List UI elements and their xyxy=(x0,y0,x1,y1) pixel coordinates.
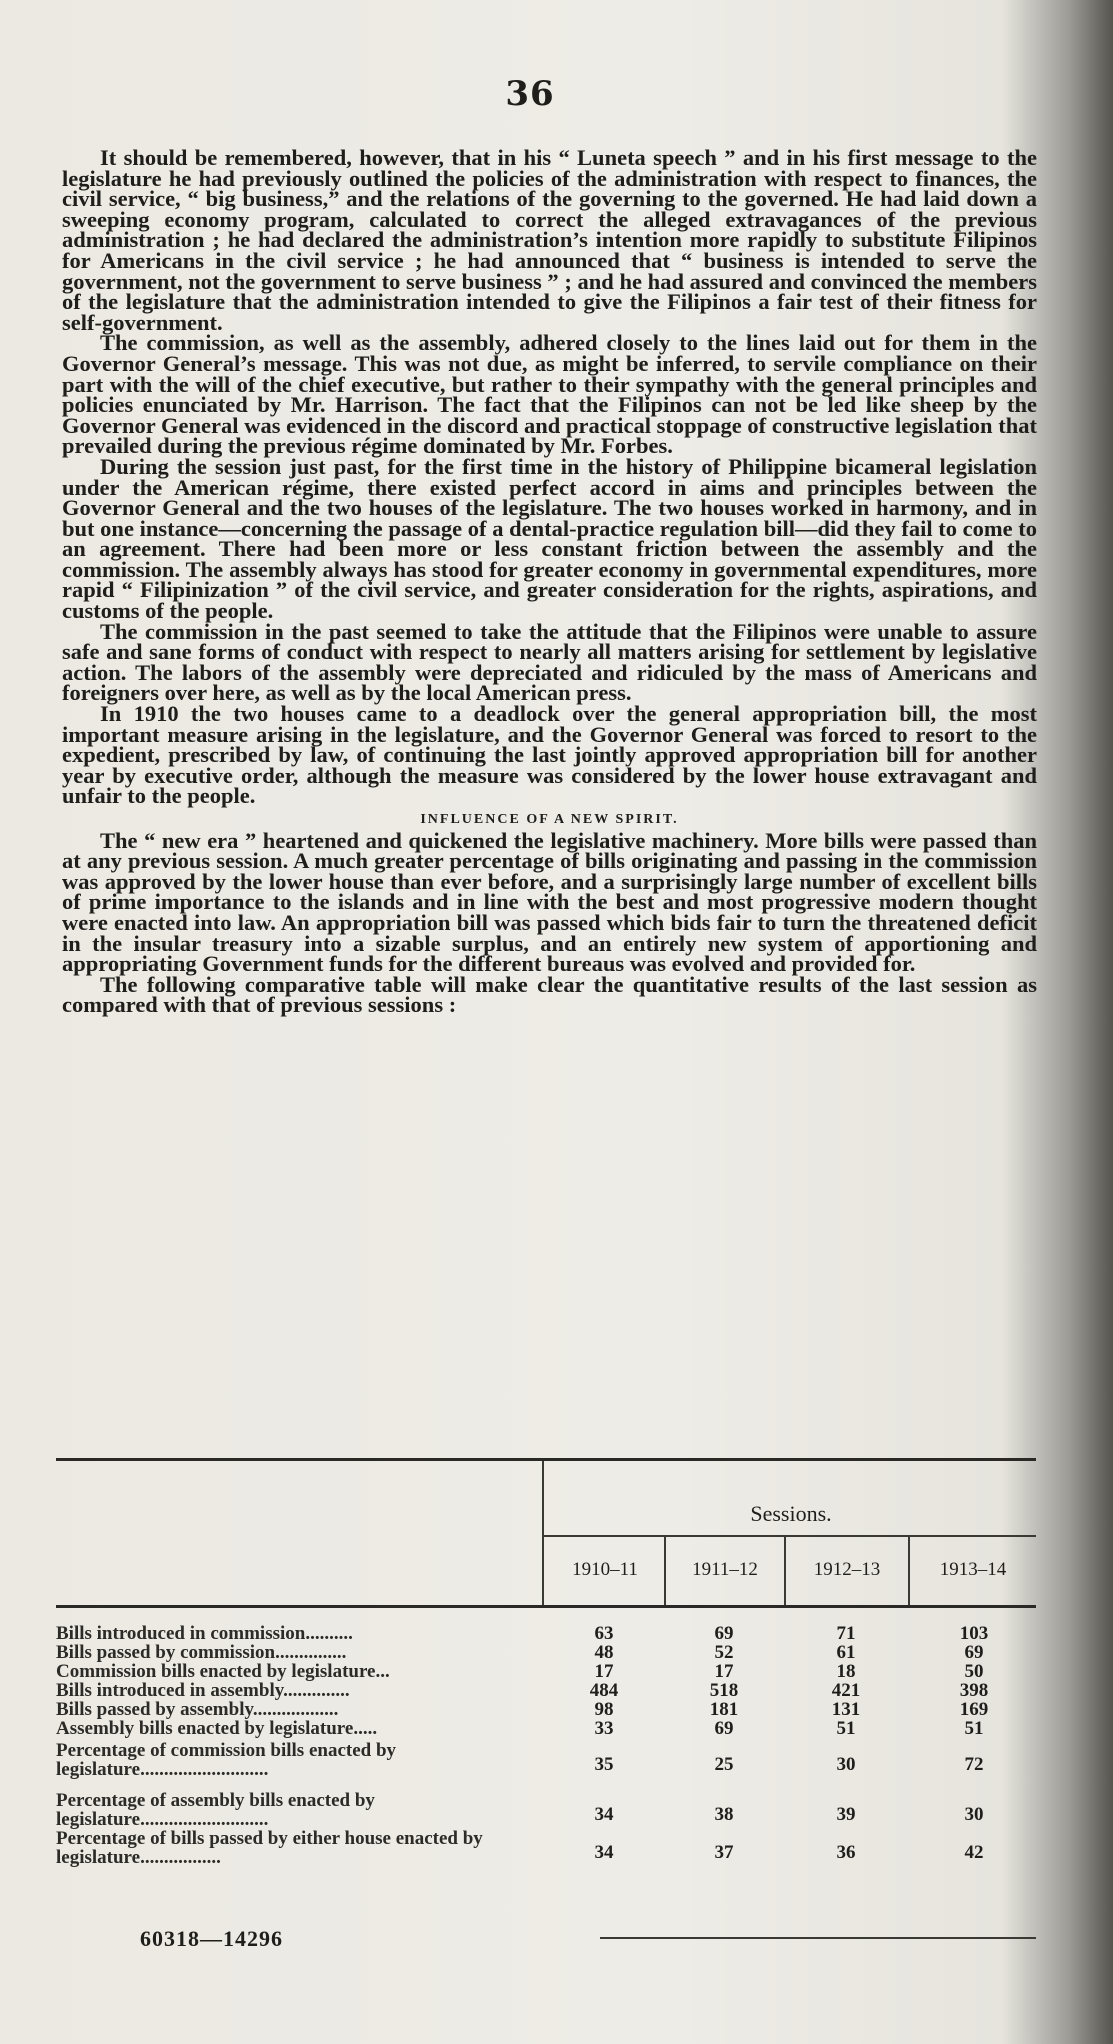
table-cell: 17 xyxy=(714,1661,734,1682)
table-cell: 61 xyxy=(836,1642,856,1663)
paragraph: During the session just past, for the first time in the history of Philippine bicameral legislation under the American régime, there existed perfect accord in aims and principles between the Governor General and the two houses of the legislature. The two houses worked in harmony, and in but one instance—concerning the passage of a dental-practice regulation bill—did they fail to come to an agreement. There had been more or less constant friction between the assembly and the commission. The assembly always has stood for greater economy in governmental expenditures, more rapid “ Filipinization ” of the civil service, and greater consideration for the rights, aspirations, and customs of the people. xyxy=(62,453,1037,624)
table-cell: 38 xyxy=(714,1804,734,1825)
table-cell: 37 xyxy=(714,1842,734,1863)
table-cell: 71 xyxy=(836,1623,856,1644)
row-label: Bills passed by commission............... xyxy=(56,1642,347,1663)
sessions-rule xyxy=(544,1535,1036,1537)
table-cell: 35 xyxy=(594,1754,614,1775)
table-cell: 131 xyxy=(831,1699,861,1720)
table-cell: 50 xyxy=(964,1661,984,1682)
paragraph: The “ new era ” heartened and quickened the legislative machinery. More bills were passed than at any previous session. A much greater percentage of bills originating and passing in the commission was approved by the lower house than ever before, and a surprisingly large number of excellent bills of prime importance to the islands and in line with the best and most progressive modern thought were enacted into law. An appropriation bill was passed which bids fair to turn the threatened deficit in the insular treasury into a sizable surplus, and an entirely new system of apportioning and appropriating Government funds for the different bureaus was evolved and provided for. xyxy=(62,827,1037,977)
table-row xyxy=(56,1662,1036,1681)
row-label: Percentage of bills passed by either house enacted by legislature................. xyxy=(56,1828,483,1868)
table-cell: 63 xyxy=(594,1623,614,1644)
table-row xyxy=(56,1829,1036,1869)
table-cell: 51 xyxy=(836,1718,856,1739)
section-heading: INFLUENCE OF A NEW SPIRIT. xyxy=(420,812,679,827)
table-cell: 17 xyxy=(594,1661,614,1682)
table-row xyxy=(56,1741,1036,1791)
year-header: 1912–13 xyxy=(813,1559,881,1580)
row-label: Commission bills enacted by legislature... xyxy=(56,1661,390,1682)
table-cell: 33 xyxy=(594,1718,614,1739)
page-number: 36 xyxy=(505,74,555,114)
row-label: Bills introduced in commission.......... xyxy=(56,1623,353,1644)
table-cell: 484 xyxy=(589,1680,619,1701)
table-cell: 30 xyxy=(836,1754,856,1775)
table-cell: 169 xyxy=(959,1699,989,1720)
table-cell: 18 xyxy=(836,1661,856,1682)
table-cell: 52 xyxy=(714,1642,734,1663)
table-row xyxy=(56,1791,1036,1829)
table-row xyxy=(56,1719,1036,1741)
table-cell: 69 xyxy=(714,1623,734,1644)
row-label: Bills passed by assembly.................. xyxy=(56,1699,339,1720)
row-label: Assembly bills enacted by legislature..... xyxy=(56,1718,378,1739)
paragraph: In 1910 the two houses came to a deadlock over the general appropriation bill, the most important measure arising in the legislature, and the Governor General was forced to resort to the expedient, prescribed by law, of continuing the last jointly approved appropriation bill for another year by executive order, although the measure was considered by the lower house extravagant and unfair to the people. xyxy=(62,701,1037,809)
table-cell: 48 xyxy=(594,1642,614,1663)
table-cell: 51 xyxy=(964,1718,984,1739)
table-row xyxy=(56,1624,1036,1643)
table-cell: 181 xyxy=(709,1699,739,1720)
year-header: 1911–12 xyxy=(692,1559,758,1580)
table-cell: 518 xyxy=(709,1680,739,1701)
paragraph: The following comparative table will make clear the quantitative results of the last session as compared with that of previous sessions : xyxy=(62,971,1037,1018)
table-cell: 42 xyxy=(964,1842,984,1863)
table-cell: 25 xyxy=(714,1754,734,1775)
table-header xyxy=(56,1461,1036,1605)
table-cell: 72 xyxy=(964,1754,984,1775)
table-cell: 103 xyxy=(959,1623,989,1644)
table-cell: 398 xyxy=(959,1680,989,1701)
row-label: Percentage of commission bills enacted by legislature........................... xyxy=(56,1740,397,1780)
body-text xyxy=(62,145,1037,1018)
table-cell: 69 xyxy=(964,1642,984,1663)
paragraph: It should be remembered, however, that in his “ Luneta speech ” and in his first message to the legislature he had previously outlined the policies of the administration with respect to finances, the civil service, “ big business,” and the relations of the governing to the governed. He had laid down a sweeping economy program, calculated to correct the alleged extravagances of the previous administration ; he had declared the administration’s intention more rapidly to substitute Filipinos for Americans in the civil service ; he had announced that “ business is intended to serve the government, not the government to serve business ” ; and he had assured and convinced the members of the legislature that the administration intended to give the Filipinos a fair test of their fitness for self-government. xyxy=(62,145,1037,335)
table-row xyxy=(56,1700,1036,1719)
table-row xyxy=(56,1643,1036,1662)
bottom-rule xyxy=(600,1937,1036,1939)
table-cell: 36 xyxy=(836,1842,856,1863)
paragraph: The commission in the past seemed to take the attitude that the Filipinos were unable to assure safe and sane forms of conduct with respect to nearly all matters arising for settlement by legislative action. The labors of the assembly were depreciated and ridiculed by the mass of Americans and foreigners over here, as well as by the local American press. xyxy=(62,618,1037,706)
year-header: 1910–11 xyxy=(572,1559,638,1580)
table-body xyxy=(56,1608,1036,1869)
table-cell: 34 xyxy=(594,1842,614,1863)
paragraph: The commission, as well as the assembly, adhered closely to the lines laid out for them in the Governor General’s message. This was not due, as might be inferred, to servile compliance on their part with the will of the chief executive, but rather to their sympathy with the general principles and policies enunciated by Mr. Harrison. The fact that the Filipinos can not be led like sheep by the Governor General was evidenced in the discord and practical stoppage of constructive legislation that prevailed during the previous régime dominated by Mr. Forbes. xyxy=(62,330,1037,459)
table-cell: 421 xyxy=(831,1680,861,1701)
table-row xyxy=(56,1681,1036,1700)
row-label: Percentage of assembly bills enacted by legislature........................... xyxy=(56,1790,375,1830)
sessions-header: Sessions. xyxy=(750,1501,832,1526)
print-code: 60318—14296 xyxy=(140,1926,283,1951)
table-cell: 39 xyxy=(836,1804,856,1825)
comparative-table xyxy=(56,1458,1036,1869)
table-cell: 30 xyxy=(964,1804,984,1825)
column-divider xyxy=(542,1461,544,1605)
year-header: 1913–14 xyxy=(939,1559,1007,1580)
row-label: Bills introduced in assembly.............. xyxy=(56,1680,350,1701)
table-cell: 98 xyxy=(594,1699,614,1720)
table-cell: 69 xyxy=(714,1718,734,1739)
table-cell: 34 xyxy=(594,1804,614,1825)
